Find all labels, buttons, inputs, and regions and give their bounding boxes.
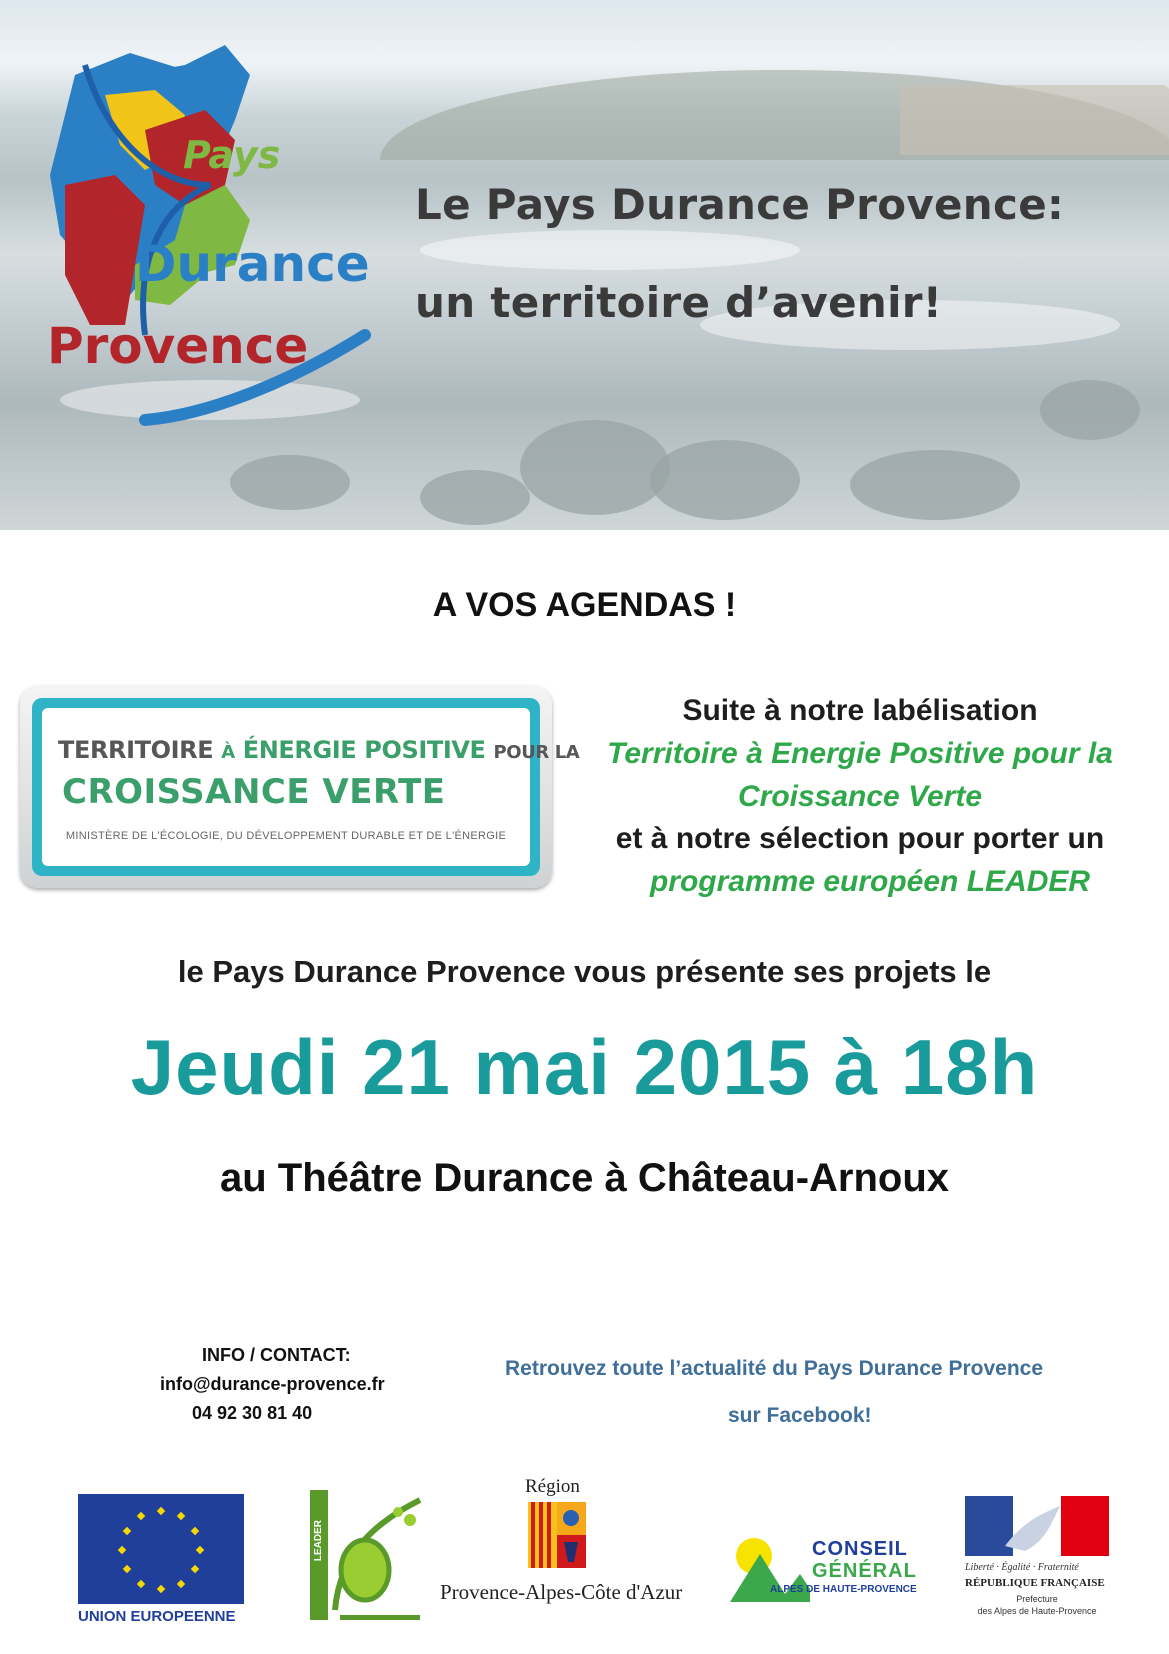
contact-phone: 04 92 30 81 40 (192, 1403, 313, 1423)
badge-ministry: MINISTÈRE DE L'ÉCOLOGIE, DU DÉVELOPPEMENT DURABLE ET DE L'ÉNERGIE (65, 830, 507, 842)
eu-flag-icon (78, 1494, 244, 1604)
water-highlight (420, 230, 800, 270)
badge-word-territoire: TERRITOIRE (58, 736, 214, 764)
contact-email[interactable]: info@durance-provence.fr (160, 1374, 385, 1394)
badge-word-pour-la: POUR LA (493, 742, 580, 763)
pays-durance-provence-logo (35, 35, 405, 445)
eu-label: UNION EUROPEENNE (78, 1608, 236, 1625)
region-label-top: Région (525, 1476, 580, 1497)
facebook-line-2[interactable]: sur Facebook! (728, 1404, 872, 1427)
river-rock (230, 455, 350, 510)
rf-prefecture-1: Prefecture (1016, 1594, 1058, 1604)
badge-word-a: À (221, 742, 235, 763)
presentation-text: le Pays Durance Provence vous présente ses projets le (177, 954, 992, 989)
badge-line-1 (58, 736, 579, 764)
cg-line-3: ALPES DE HAUTE-PROVENCE (770, 1584, 917, 1595)
logo-word-provence: Provence (47, 317, 309, 375)
conseil-general-logo (730, 1534, 917, 1604)
intro-line-2: Territoire à Energie Positive pour la (607, 737, 1113, 770)
badge-word-energie: ÉNERGIE POSITIVE (242, 736, 486, 764)
leader-logo (310, 1490, 430, 1620)
cg-line-2: GÉNÉRAL (812, 1560, 917, 1582)
headline-line-2: un territoire d’avenir! (415, 278, 943, 327)
river-rock (420, 470, 530, 525)
cliff-background (900, 85, 1169, 155)
rf-prefecture-2: des Alpes de Haute-Provence (977, 1606, 1097, 1616)
intro-line-4: et à notre sélection pour porter un (615, 822, 1105, 855)
river-rock (650, 440, 800, 520)
logo-word-pays: Pays (183, 133, 281, 177)
region-shield-icon (528, 1502, 586, 1568)
leader-leaf-icon (310, 1490, 430, 1620)
leader-label: LEADER (313, 1520, 324, 1562)
cg-line-1: CONSEIL (812, 1538, 908, 1560)
intro-line-3: Croissance Verte (737, 780, 982, 813)
region-label-bottom: Provence-Alpes-Côte d'Azur (440, 1580, 683, 1604)
agenda-title: A VOS AGENDAS ! (432, 586, 737, 624)
rf-name: RÉPUBLIQUE FRANÇAISE (965, 1577, 1105, 1589)
headline-line-1: Le Pays Durance Provence: (415, 180, 1065, 229)
intro-line-5: programme européen LEADER (649, 865, 1091, 898)
river-rock (850, 450, 1020, 520)
contact-title: INFO / CONTACT: (202, 1345, 351, 1365)
tepcv-badge (20, 686, 580, 888)
river-rock (1040, 380, 1140, 440)
river-rock (520, 420, 670, 515)
intro-line-1: Suite à notre labélisation (682, 694, 1038, 727)
marianne-flag-icon (965, 1496, 1109, 1556)
rf-motto: Liberté · Égalité · Fraternité (965, 1562, 1079, 1573)
badge-line-2: CROISSANCE VERTE (62, 772, 446, 812)
logo-word-durance: Durance (135, 235, 370, 293)
facebook-line-1: Retrouvez toute l’actualité du Pays Durance Provence (505, 1357, 1044, 1380)
event-date: Jeudi 21 mai 2015 à 18h (130, 1023, 1039, 1111)
event-place: au Théâtre Durance à Château-Arnoux (219, 1156, 950, 1200)
